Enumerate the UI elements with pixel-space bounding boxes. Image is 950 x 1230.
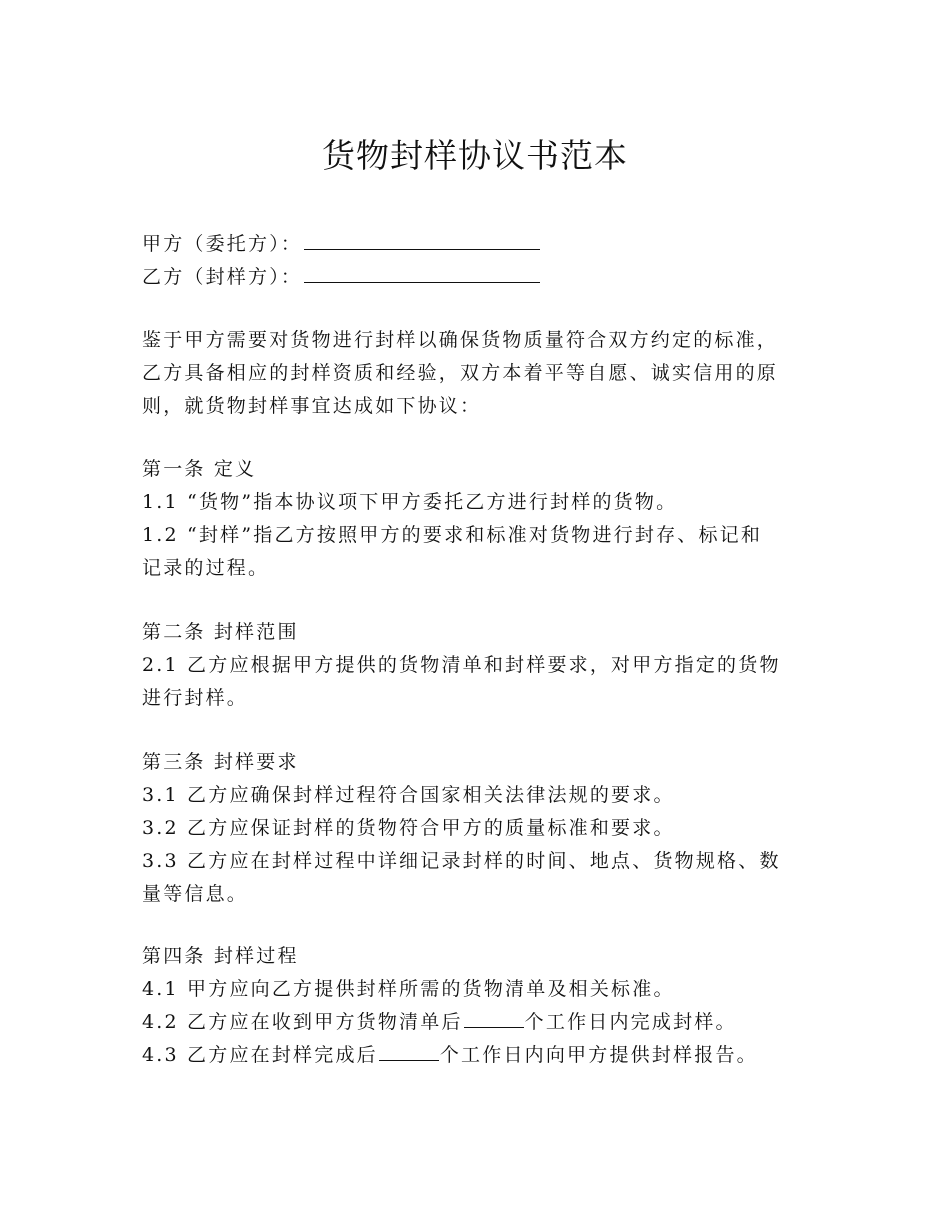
days-blank xyxy=(379,1059,439,1061)
party-a-blank xyxy=(304,248,540,250)
parties-section xyxy=(142,228,794,294)
party-b-blank xyxy=(304,281,540,283)
article-heading: 第四条 封样过程 xyxy=(142,945,299,967)
clause-line: 3.1 乙方应确保封样过程符合国家相关法律法规的要求。 xyxy=(142,784,675,806)
clause-line: 4.1 甲方应向乙方提供封样所需的货物清单及相关标准。 xyxy=(142,978,675,1000)
intro-line: 鉴于甲方需要对货物进行封样以确保货物质量符合双方约定的标准， xyxy=(142,329,779,351)
party-a-label: 甲方（委托方）： xyxy=(142,233,303,255)
clause-line-with-blank xyxy=(142,1006,794,1039)
intro-paragraph xyxy=(142,324,794,423)
clause-line: 量等信息。 xyxy=(142,883,249,905)
clause-text: 个工作日内向甲方提供封样报告。 xyxy=(439,1044,758,1066)
party-b-label: 乙方（封样方）： xyxy=(142,266,303,288)
article-1 xyxy=(142,453,794,585)
clause-text: 4.2 乙方应在收到甲方货物清单后 xyxy=(142,1011,463,1033)
clause-text: 4.3 乙方应在封样完成后 xyxy=(142,1044,378,1066)
article-4 xyxy=(142,940,794,1072)
clause-line-with-blank xyxy=(142,1039,794,1072)
clause-text: 个工作日内完成封样。 xyxy=(524,1011,737,1033)
party-b-line xyxy=(142,261,794,294)
clause-line: 进行封样。 xyxy=(142,687,249,709)
document-title: 货物封样协议书范本 xyxy=(322,136,628,175)
intro-line: 乙方具备相应的封样资质和经验，双方本着平等自愿、诚实信用的原 xyxy=(142,362,779,384)
article-heading: 第一条 定义 xyxy=(142,458,257,480)
clause-line: 3.2 乙方应保证封样的货物符合甲方的质量标准和要求。 xyxy=(142,817,675,839)
days-blank xyxy=(464,1026,524,1028)
article-heading: 第三条 封样要求 xyxy=(142,751,299,773)
clause-line: 2.1 乙方应根据甲方提供的货物清单和封样要求，对甲方指定的货物 xyxy=(142,654,781,676)
party-a-line xyxy=(142,228,794,261)
clause-line: 3.3 乙方应在封样过程中详细记录封样的时间、地点、货物规格、数 xyxy=(142,850,781,872)
article-2 xyxy=(142,616,794,715)
clause-line: 1.1 “货物”指本协议项下甲方委托乙方进行封样的货物。 xyxy=(142,491,678,513)
article-heading: 第二条 封样范围 xyxy=(142,621,299,643)
intro-line: 则，就货物封样事宜达成如下协议： xyxy=(142,395,482,417)
article-3 xyxy=(142,746,794,911)
clause-line: 1.2 “封样”指乙方按照甲方的要求和标准对货物进行封存、标记和 xyxy=(142,524,763,546)
clause-line: 记录的过程。 xyxy=(142,557,270,579)
